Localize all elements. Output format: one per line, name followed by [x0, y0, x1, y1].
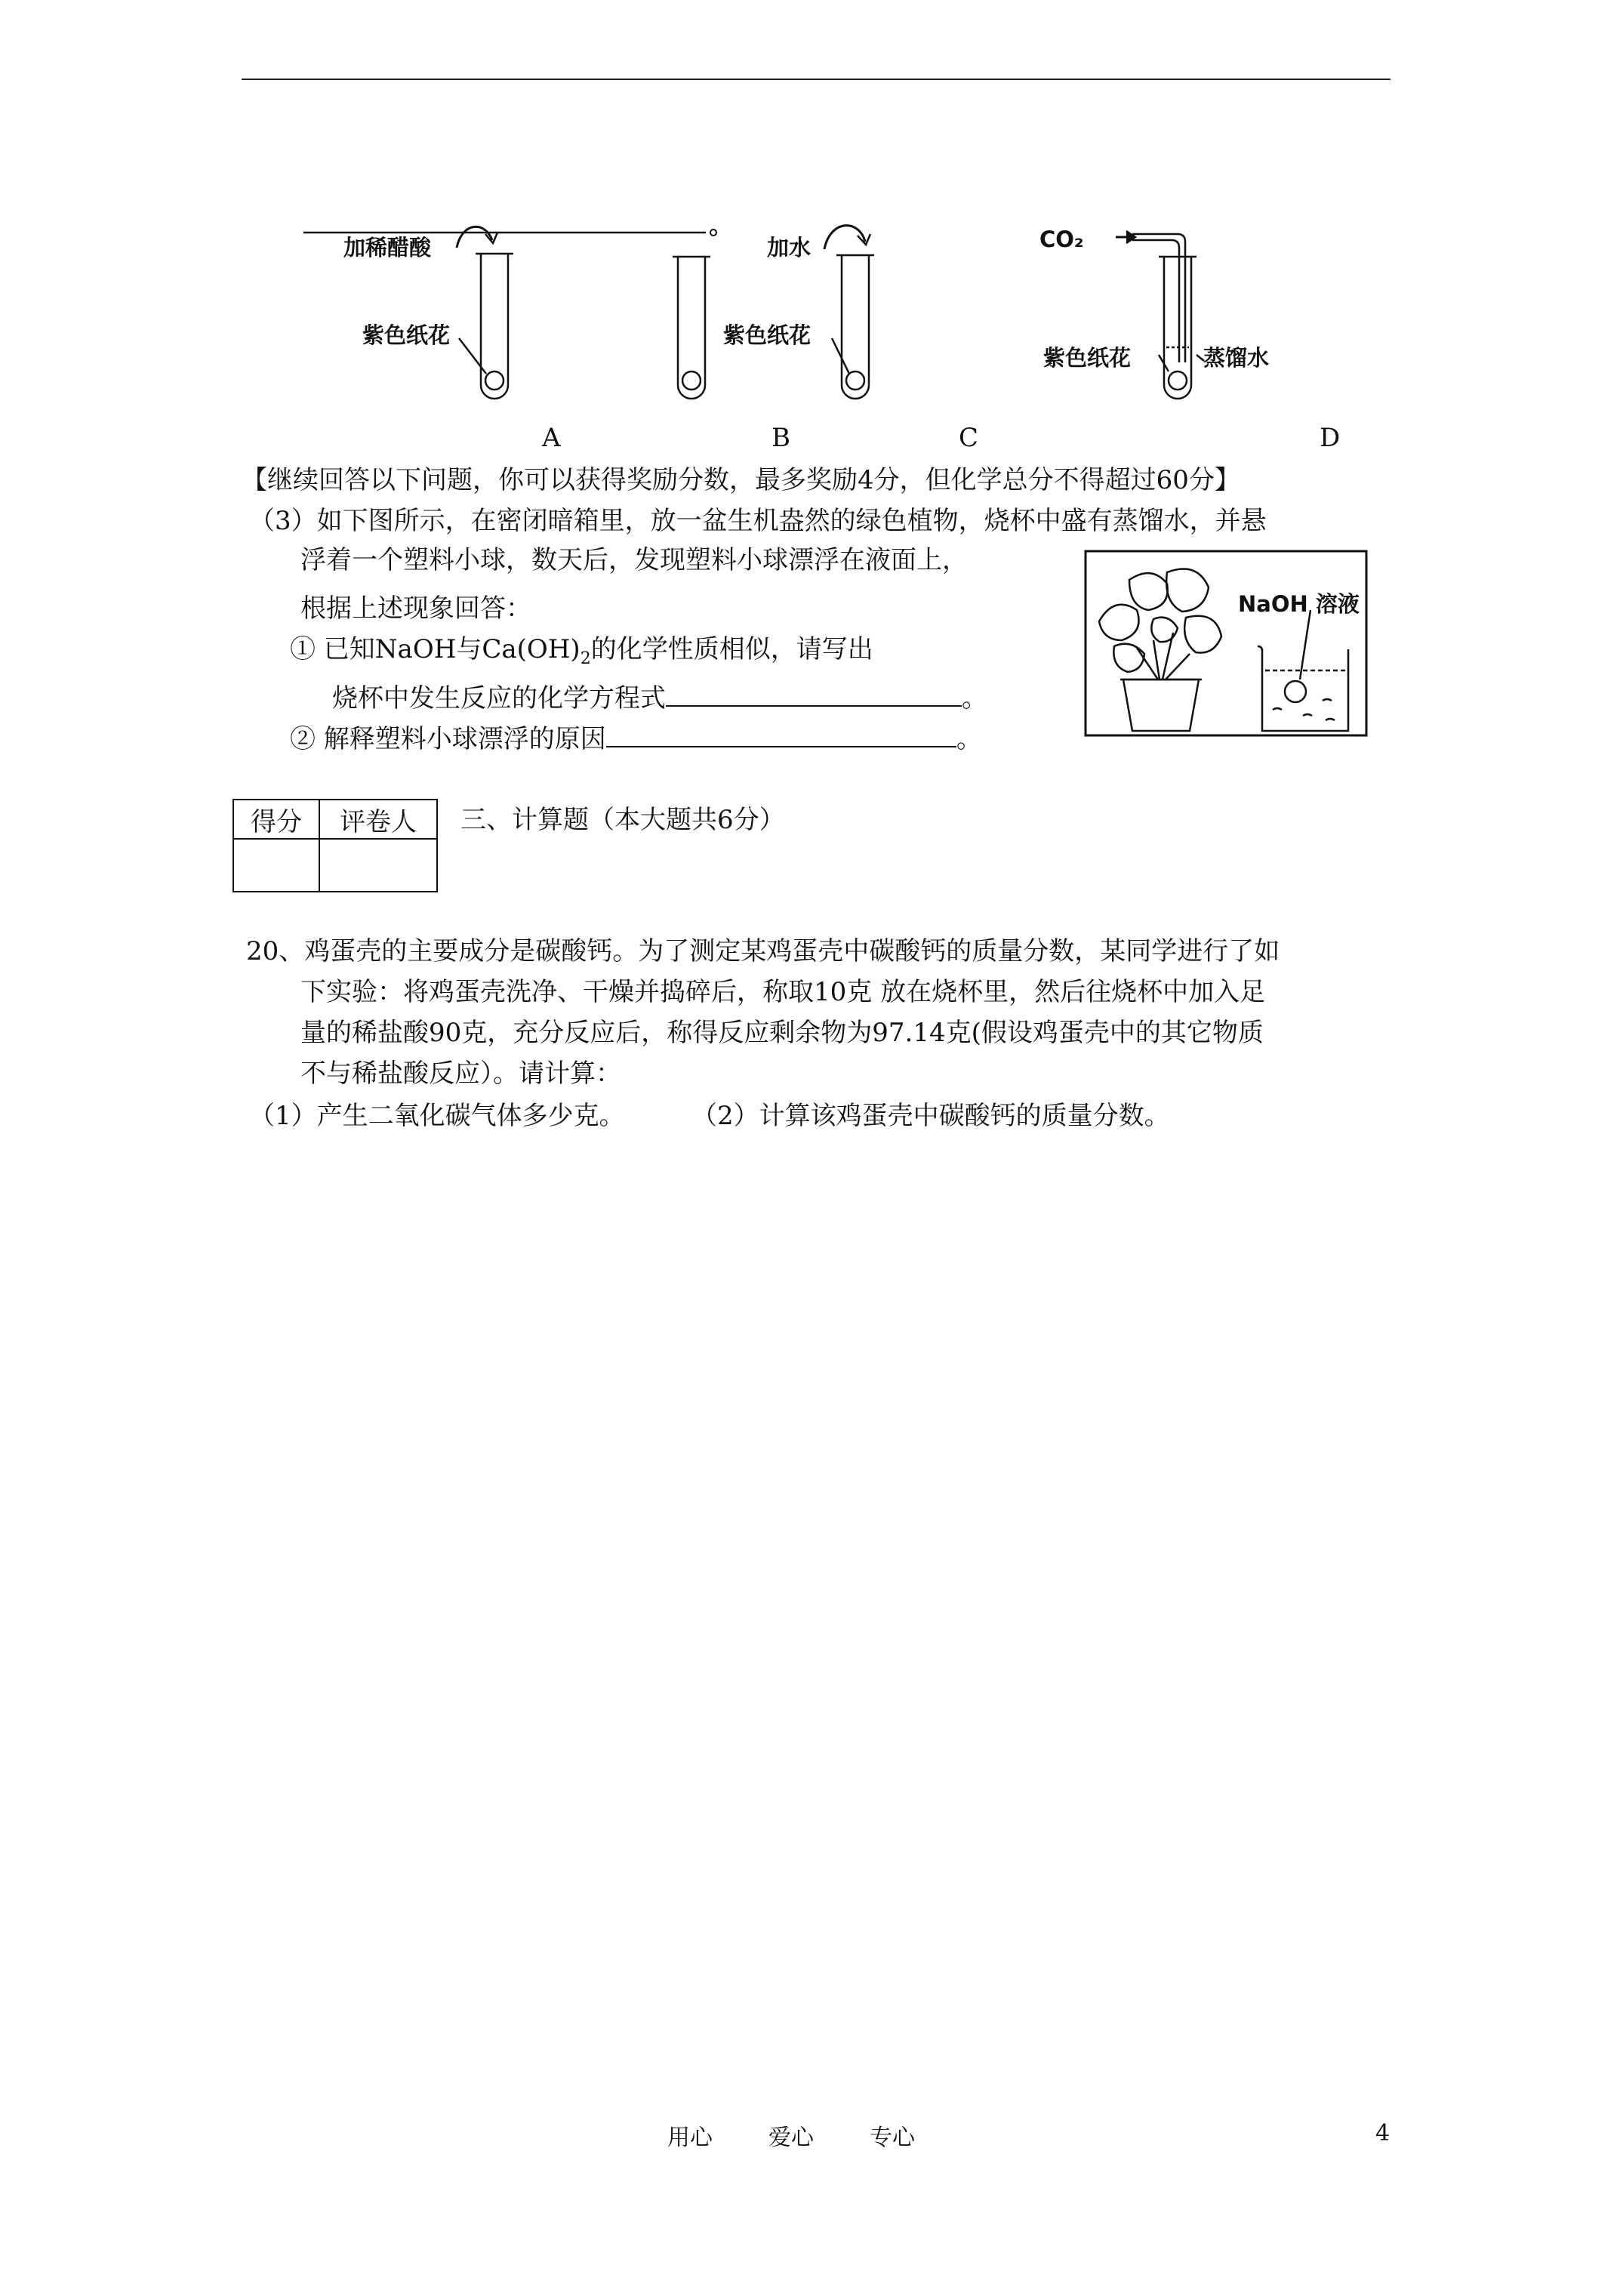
q20-line-4: 不与稀盐酸反应）。请计算：	[300, 1059, 621, 1089]
q3-sub-1-period: 。	[962, 683, 987, 713]
plant-beaker-figure	[1084, 550, 1368, 738]
q3-sub-1-text-b: 的化学性质相似，请写出	[590, 634, 873, 664]
q3-sub-1-prompt: 烧杯中发生反应的化学方程式	[332, 683, 666, 713]
q20-sub-2: （2）计算该鸡蛋壳中碳酸钙的质量分数。	[691, 1101, 1170, 1131]
q3-line-1: （3）如下图所示，在密闭暗箱里，放一盆生机盎然的绿色植物，烧杯中盛有蒸馏水，并悬	[249, 506, 1267, 536]
co2-inlet-tube	[1132, 234, 1185, 362]
tube-letter-b: B	[771, 423, 790, 453]
q3-sub-1-text-a: ① 已知NaOH与Ca(OH)	[290, 634, 581, 664]
q3-sub-2-period: 。	[956, 724, 982, 754]
flower-c-icon	[846, 371, 864, 390]
section-3-title: 三、计算题（本大题共6分）	[460, 805, 785, 835]
page-number: 4	[1375, 2120, 1390, 2147]
score-cell[interactable]	[233, 839, 319, 892]
q20-sub-1: （1）产生二氧化碳气体多少克。	[249, 1101, 625, 1131]
flower-d-icon	[1169, 371, 1187, 390]
test-tube-d	[1164, 257, 1191, 399]
equation-answer-blank[interactable]	[666, 683, 962, 707]
footer-word-2: 爱心	[768, 2125, 814, 2151]
test-tube-a	[481, 254, 508, 399]
footer-word-3: 专心	[870, 2125, 915, 2151]
flower-b-icon	[682, 371, 701, 390]
label-naoh-solution: NaOH 溶液	[1238, 591, 1360, 617]
label-purple-paper-flower-d: 紫色纸花	[1043, 345, 1132, 371]
test-tube-experiment-figure	[287, 211, 1419, 461]
q3-sub-1-line-2	[332, 683, 987, 713]
flower-a-icon	[485, 371, 504, 390]
label-add-dilute-acetic-acid: 加稀醋酸	[343, 235, 432, 260]
q20-line-2: 下实验：将鸡蛋壳洗净、干燥并捣碎后，称取10克 放在烧杯里，然后往烧杯中加入足	[300, 977, 1266, 1007]
q3-sub-1-subscript: 2	[580, 649, 591, 668]
q3-sub-2-prompt: ② 解释塑料小球漂浮的原因	[290, 724, 606, 754]
label-purple-paper-flower-a: 紫色纸花	[362, 322, 451, 348]
grader-header: 评卷人	[319, 800, 437, 839]
label-co2: CO₂	[1039, 227, 1084, 252]
score-header: 得分	[233, 800, 319, 839]
tube-letter-d: D	[1320, 423, 1341, 453]
q3-line-3: 根据上述现象回答：	[300, 593, 531, 624]
footer-word-1: 用心	[667, 2125, 713, 2151]
grader-cell[interactable]	[319, 839, 437, 892]
q3-sub-2	[290, 723, 982, 754]
label-purple-paper-flower-c: 紫色纸花	[723, 322, 812, 348]
score-table	[233, 799, 438, 892]
q3-sub-1	[290, 634, 873, 674]
label-distilled-water: 蒸馏水	[1203, 345, 1270, 371]
float-reason-answer-blank[interactable]	[606, 723, 956, 747]
q3-line-2: 浮着一个塑料小球，数天后，发现塑料小球漂浮在液面上，	[300, 545, 968, 575]
q20-line-1: 20、鸡蛋壳的主要成分是碳酸钙。为了测定某鸡蛋壳中碳酸钙的质量分数，某同学进行了如	[246, 936, 1280, 966]
q20-line-3: 量的稀盐酸90克，充分反应后，称得反应剩余物为97.14克(假设鸡蛋壳中的其它物质	[300, 1018, 1264, 1048]
header-rule	[242, 79, 1390, 80]
test-tube-b	[678, 257, 705, 399]
bonus-note: 【继续回答以下问题，你可以获得奖励分数，最多奖励4分，但化学总分不得超过60分】	[242, 465, 1240, 495]
tube-letter-a: A	[542, 423, 561, 453]
test-tube-c	[842, 255, 869, 399]
tube-letter-c: C	[959, 423, 979, 453]
label-add-water: 加水	[767, 235, 812, 260]
